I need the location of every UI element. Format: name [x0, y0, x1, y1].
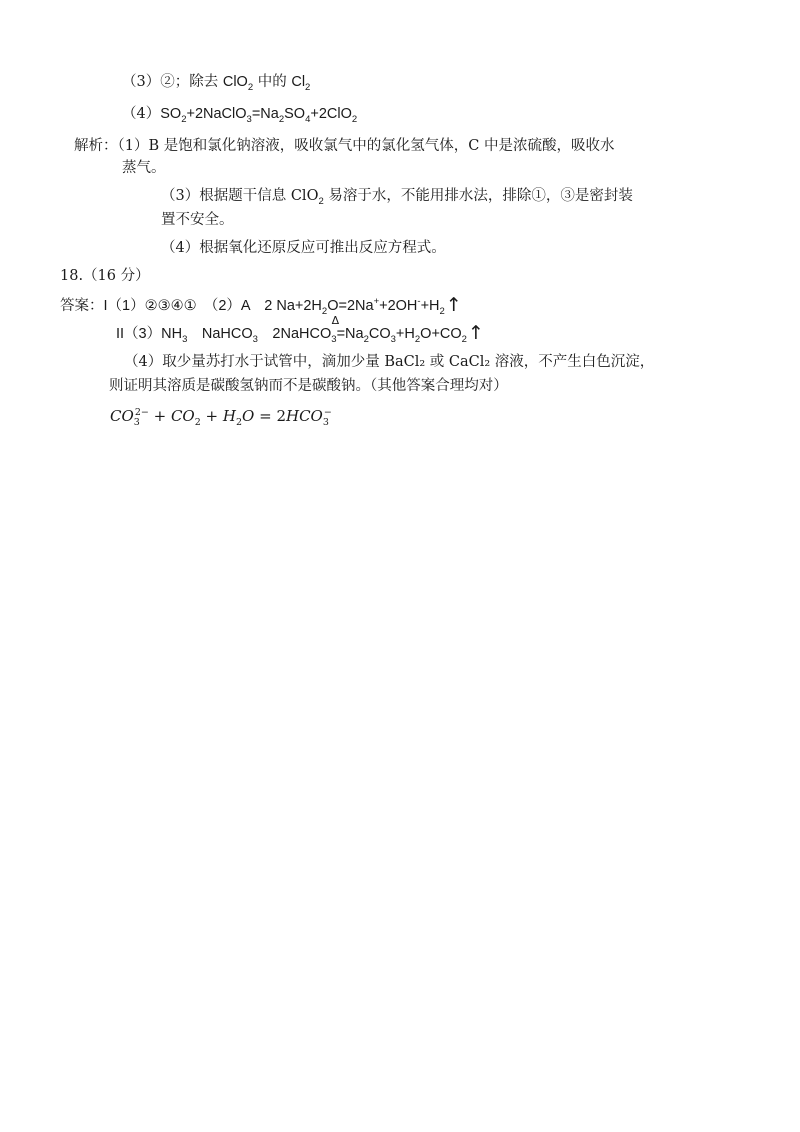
analysis-label: 解析： [74, 138, 118, 154]
analysis-p3-line-2: 置不安全。 [161, 212, 234, 228]
heat-delta-icon: Δ [331, 314, 340, 327]
answer-item-4: $(4)SO_2+2NaClO_3=Na_2SO_4+2ClO_2$ [122, 106, 358, 125]
analysis-line-1: 解析：（1）B 是饱和氯化钠溶液，吸收氯气中的氯化氢气体，C 中是浓硫酸，吸收水 [74, 138, 615, 154]
question-18-answer-part2: $II(3)NH_3$ NaHCO$_3$ 2NaHCO$_3$ Δ $=Na_2CO_3+H_2O+CO_2↑$ [116, 324, 484, 344]
gas-arrow-icon: ↑ [467, 322, 484, 344]
answer-item-3: （3）②；除去 ClO$_2$ 中的 $Cl_2$ [122, 74, 311, 93]
analysis-p3-line-1: （3）根据题干信息 ClO$_2$ 易溶于水，不能用排水法，排除①，③是密封装 [161, 188, 633, 207]
question-18-title: 18.（16 分） [60, 268, 150, 284]
analysis-line-2: 蒸气。 [122, 160, 166, 176]
equation-so2-naclo3: $SO_2+2NaClO_3=Na_2SO_4+2ClO_2$ [160, 106, 358, 125]
question-18-p4-line-2: 则证明其溶质是碳酸氢钠而不是碳酸钠。（其他答案合理均对） [109, 378, 508, 394]
answer-label: 答案： [60, 298, 104, 314]
ionic-equation: $CO_3^{2-} + CO_2 + H_2O = 2HCO_3^-$ [110, 407, 332, 428]
question-18-answer-part1: 答案：I（1）②③④① （2）A 2 $Na+2H_2O=2Na^++2OH^-+H_2↑$ [60, 294, 462, 317]
analysis-p4: （4）根据氧化还原反应可推出反应方程式。 [161, 240, 446, 256]
question-18-p4-line-1: （4）取少量苏打水于试管中，滴加少量 BaCl₂ 或 CaCl₂ 溶液，不产生白色沉淀， [124, 354, 655, 370]
gas-arrow-icon: ↑ [445, 294, 462, 316]
